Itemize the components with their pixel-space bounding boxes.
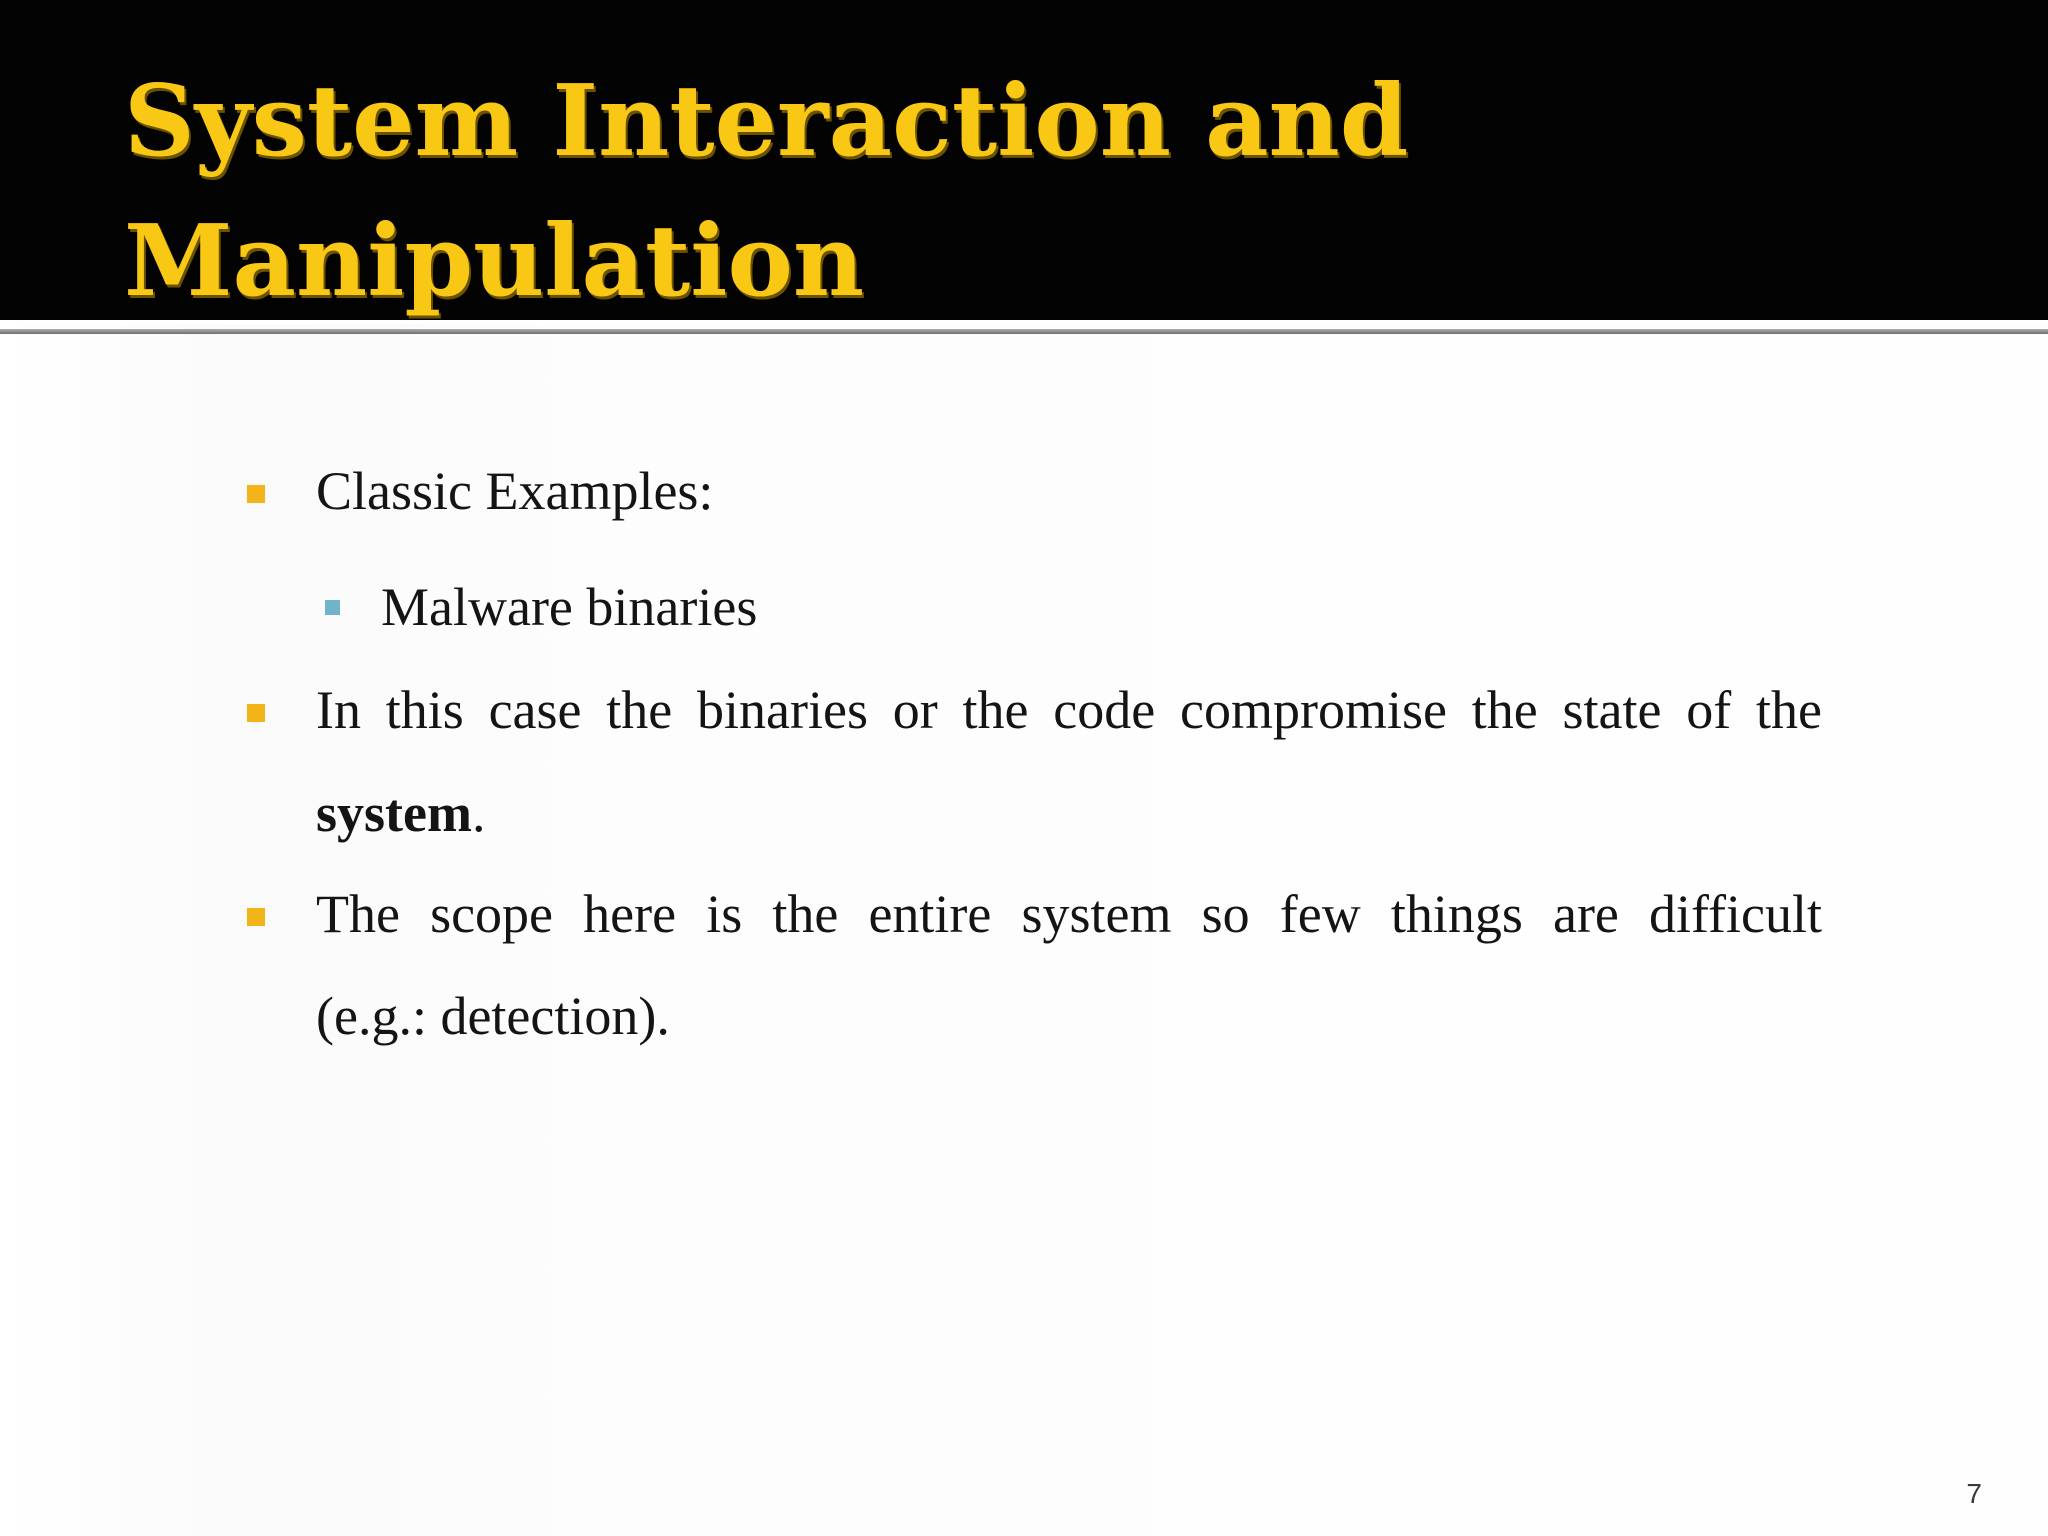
sub-bullet-text: Malware binaries xyxy=(381,577,758,637)
emphasis-system: system xyxy=(316,783,472,843)
sub-bullet-square-icon xyxy=(325,600,340,615)
period: . xyxy=(471,783,486,843)
bullet-3-line-1: The scope here is the entire system so few things are difficult xyxy=(316,884,1822,944)
bullet-2-line-1: In this case the binaries or the code compromise the state of the xyxy=(316,680,1822,740)
bullet-square-icon xyxy=(247,704,265,722)
bullet-square-icon xyxy=(247,485,265,503)
title-line-1: System Interaction and xyxy=(124,64,1409,179)
bullet-2-line-2 xyxy=(316,781,485,845)
bullet-square-icon xyxy=(247,908,265,926)
bullet-1-text: Classic Examples: xyxy=(316,461,714,521)
page-number: 7 xyxy=(1966,1478,1982,1509)
title-line-2: Manipulation xyxy=(124,204,865,319)
bullet-3-line-2: (e.g.: detection). xyxy=(316,986,670,1046)
